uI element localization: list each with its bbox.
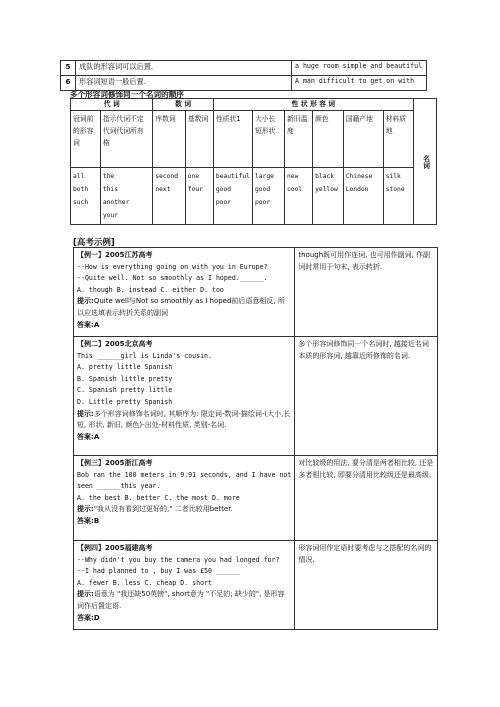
question-line: B. Spanish little pretty <box>77 374 173 383</box>
adjective-rules-table <box>60 60 427 91</box>
question-line: C. Spanish pretty little <box>77 386 173 395</box>
hint-text: 提示:多个形容词修饰名词时, 其顺序为: 限定词-数词-描绘词-(大小,长短, 形状, 新旧, 颜色)-出处-材料性质, 类别-名词. <box>77 409 291 430</box>
question-line: --I had planned to , buy I was £50 ______ <box>77 567 240 576</box>
example-cell: second next <box>153 168 185 225</box>
example-cell: large good poor <box>252 168 284 225</box>
example-note: though既可用作连词, 也可用作副词, 作副词时常用于句末, 表示转折. <box>295 248 438 337</box>
example-cell: new cool <box>285 168 313 225</box>
example-row <box>71 168 437 225</box>
example-question <box>74 248 295 337</box>
example-cell: the this another your <box>100 168 153 225</box>
example-cell: beautiful good poor <box>213 168 252 225</box>
example-cell: one four <box>185 168 213 225</box>
hint-label: 提示: <box>77 409 94 418</box>
subheader-age-temperature: 新旧温度 <box>285 111 313 168</box>
question-line: seen ______this year. <box>77 482 161 491</box>
subheader-cardinal: 基数词 <box>185 111 213 168</box>
hint-label: 提示: <box>77 590 94 599</box>
subheader-predeterminer: 冠词前的形容词 <box>71 111 101 168</box>
example-cell: Chinese London <box>343 168 383 225</box>
exam-example <box>74 456 438 541</box>
hint-text: 提示:"我从没有看到过更好的," 二者比较用better. <box>77 505 233 514</box>
example-question <box>74 456 295 541</box>
hint-label: 提示: <box>77 297 94 306</box>
example-question <box>74 541 295 630</box>
answer-value: D <box>93 613 100 622</box>
example-note: 多个形容词修饰同一个名词时, 越接近名词本质的形容词, 越靠近所修饰的名词. <box>295 337 438 456</box>
group-header-row <box>71 99 437 111</box>
answer-label: 答案: <box>77 432 94 441</box>
answer-label: 答案: <box>77 613 94 622</box>
group-header-descriptive: 性 状 形 容 词 <box>213 99 413 111</box>
example-note: 形容词用作定语时要考虑与之搭配的名词的情况. <box>295 541 438 630</box>
question-line: This ______girl is Linda's cousin. <box>77 351 212 360</box>
rule-text: 成队的形容词可以后置. <box>76 61 292 76</box>
exam-examples-title: [高考示例] <box>73 238 115 248</box>
example-cell: all both such <box>71 168 101 225</box>
subheader-origin: 国籍产地 <box>343 111 383 168</box>
subheader-color: 颜色 <box>313 111 344 168</box>
subheader-ordinal: 序数词 <box>153 111 185 168</box>
example-title: 【例四】2005福建高考 <box>77 544 153 552</box>
exam-example <box>74 541 438 630</box>
answer-value: B <box>93 516 100 525</box>
example-title: 【例一】2005江苏高考 <box>77 251 153 259</box>
subheader-size-shape: 大小长短形状 <box>252 111 284 168</box>
example-cell: silk stone <box>383 168 413 225</box>
example-cell: black yellow <box>313 168 344 225</box>
rule-number: 6 <box>61 76 76 91</box>
order-table-caption: 多个形容词修饰同一个名词的顺序 <box>70 90 184 99</box>
answer-label: 答案: <box>77 320 94 329</box>
answer-label: 答案: <box>77 516 94 525</box>
subheader-determiner: 指示代词不定代词代词所有格 <box>100 111 153 168</box>
subheader-row <box>71 111 437 168</box>
exam-example <box>74 248 438 337</box>
answer-value: A <box>93 432 100 441</box>
rule-example: A man difficult to get on with <box>292 76 427 91</box>
question-line: A. the best B. better C. the most D. more <box>77 493 240 502</box>
rule-example: a huge room simple and beautiful <box>292 61 427 76</box>
subheader-quality: 性质状1 <box>213 111 252 168</box>
question-line: --How is everything going on with you in Europe? <box>77 262 268 271</box>
question-line: A. fewer B. less C. cheap D. short <box>77 578 212 587</box>
rule-number: 5 <box>61 61 76 76</box>
group-header-pronoun: 代 词 <box>71 99 153 111</box>
noun-header: 名词 <box>413 99 436 225</box>
exam-examples-table <box>73 247 438 630</box>
hint-label: 提示: <box>77 505 94 514</box>
example-title: 【例三】2005浙江高考 <box>77 459 153 467</box>
adjective-order-table <box>70 98 437 225</box>
question-line: --Why didn't you buy the camera you had longed for? <box>77 555 280 564</box>
answer-value: A <box>93 320 100 329</box>
hint-text: 提示:语意为 "我还缺50英镑", short意为 "不足的; 缺少的", 是形容词作后置定语. <box>77 590 285 610</box>
example-title: 【例二】2005北京高考 <box>77 340 153 348</box>
exam-example <box>74 337 438 456</box>
hint-text: 提示:Quite well与Not so smoothly as I hoped前后语意相反, 所以应选填表示转折关系的副词 <box>77 297 285 317</box>
question-line: A. though B. instead C. either D. too <box>77 285 224 294</box>
example-note: 对比较级的用法, 要分清是两者相比较, 还是多者相比较, 即要分清用比较级还是最高级. <box>295 456 438 541</box>
subheader-material: 材料质地 <box>383 111 413 168</box>
example-question <box>74 337 295 456</box>
question-line: D. Little pretty Spanish <box>77 397 173 406</box>
table-row <box>61 61 427 76</box>
group-header-numeral: 数 词 <box>153 99 214 111</box>
question-line: A. pretty little Spanish <box>77 363 173 372</box>
rule-text: 形容词短语一般后置. <box>76 76 292 91</box>
question-line: --Quite well. Not so smoothly as I hoped.______. <box>77 274 268 283</box>
question-line: Bob ran the 100 meters in 9.91 seconds, and I have not <box>77 470 292 479</box>
